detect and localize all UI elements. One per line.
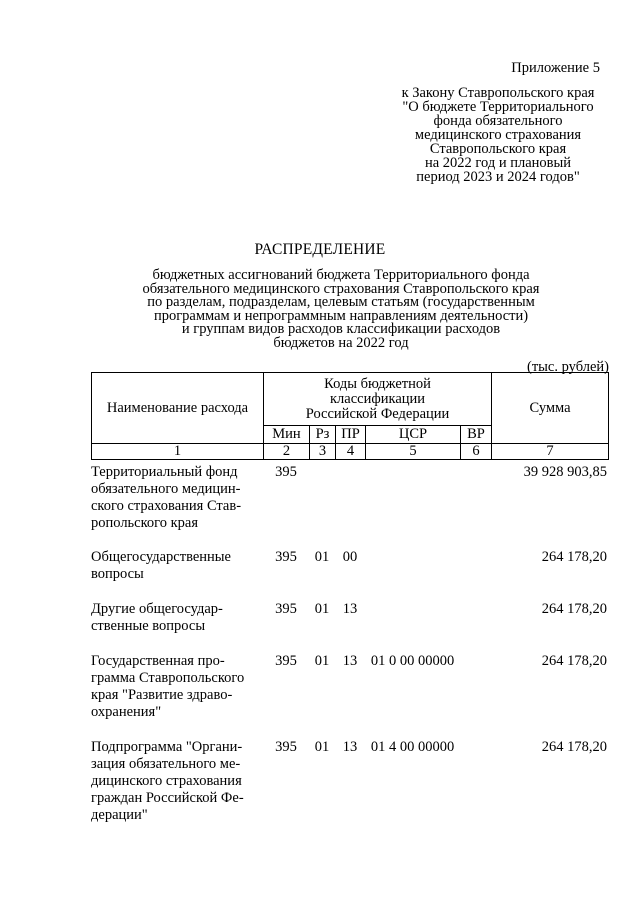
- header-code-vr: ВР: [461, 426, 492, 444]
- row-name-line: дерации": [91, 807, 148, 823]
- row-min: 395: [275, 549, 297, 565]
- codes-title-line: Российской Федерации: [305, 405, 450, 422]
- table-body: [91, 464, 608, 829]
- table-row: [91, 653, 608, 739]
- row-name-line: дицинского страхования: [91, 773, 242, 789]
- appendix-title: Приложение 5: [511, 60, 600, 76]
- column-number: 1: [92, 444, 264, 460]
- subtitle-line: программам и непрограммным направлениям деятельности): [153, 307, 529, 324]
- row-rz: 01: [314, 739, 330, 755]
- appendix-block: [392, 61, 604, 184]
- subtitle-line: бюджетов на 2022 год: [273, 334, 409, 351]
- column-number: 4: [336, 444, 366, 460]
- row-rz: 01: [314, 601, 330, 617]
- appendix-line: период 2023 и 2024 годов": [416, 169, 580, 185]
- appendix-line: медицинского страхования: [414, 127, 582, 143]
- appendix-line: фонда обязательного: [433, 113, 563, 129]
- column-number: 2: [264, 444, 310, 460]
- subtitle-line: бюджетных ассигнований бюджета Территориального фонда: [152, 267, 530, 283]
- row-sum: 264 178,20: [541, 549, 607, 565]
- row-name-line: граждан Российской Фе-: [91, 790, 244, 806]
- row-sum: 264 178,20: [541, 601, 607, 617]
- appendix-line: "О бюджете Территориального: [402, 99, 594, 115]
- column-number: 5: [366, 444, 461, 460]
- document-heading: РАСПРЕДЕЛЕНИЕ: [254, 241, 386, 258]
- row-name: [91, 601, 263, 653]
- header-code-csr: ЦСР: [366, 426, 461, 444]
- row-csr: 01 4 00 00000: [370, 739, 455, 755]
- subtitle-line: по разделам, подразделам, целевым статьям (государственным: [147, 294, 535, 311]
- header-sum-column: Сумма: [492, 373, 609, 444]
- row-name: [91, 739, 263, 829]
- column-number: 7: [492, 444, 609, 460]
- row-name-line: ропольского края: [91, 515, 199, 531]
- row-rz: 01: [314, 549, 330, 565]
- table-row: [91, 464, 608, 549]
- row-csr: [365, 549, 460, 601]
- header-name-column: Наименование расхода: [92, 373, 264, 444]
- units-label: (тыс. рублей): [527, 359, 609, 375]
- header-code-min: Мин: [264, 426, 310, 444]
- row-min: 395: [275, 739, 297, 755]
- row-sum: 39 928 903,85: [523, 464, 607, 480]
- row-name-line: ского страхования Став-: [91, 498, 242, 514]
- row-name-line: Другие общегосудар-: [91, 601, 223, 617]
- row-sum: 264 178,20: [541, 739, 607, 755]
- row-vr: [460, 549, 491, 601]
- row-min: 395: [275, 464, 297, 480]
- row-vr: [460, 739, 491, 829]
- subtitle-line: обязательного медицинского страхования Ставропольского края: [142, 280, 540, 297]
- codes-title-line: классификации: [330, 390, 426, 407]
- row-csr: [365, 464, 460, 549]
- row-vr: [460, 653, 491, 739]
- row-rz: [309, 464, 335, 549]
- appendix-line: Ставропольского края: [429, 141, 567, 157]
- row-sum: 264 178,20: [541, 653, 607, 669]
- appendix-line: на 2022 год и плановый: [424, 155, 572, 171]
- row-pr: 00: [342, 549, 358, 565]
- row-name-line: края "Развитие здраво-: [91, 687, 233, 703]
- header-code-rz: Рз: [310, 426, 336, 444]
- subtitle-line: и группам видов расходов классификации расходов: [181, 321, 501, 338]
- row-min: 395: [275, 653, 297, 669]
- row-pr: 13: [342, 653, 358, 669]
- row-name-line: Подпрограмма "Органи-: [91, 739, 243, 755]
- row-name-line: обязательного медицин-: [91, 481, 241, 497]
- row-csr: 01 0 00 00000: [370, 653, 455, 669]
- column-number: 3: [310, 444, 336, 460]
- table-row: [91, 549, 608, 601]
- column-number: 6: [461, 444, 492, 460]
- row-name-line: зация обязательного ме-: [91, 756, 241, 772]
- table-header: [91, 372, 609, 460]
- row-name-line: Общегосударственные: [91, 549, 231, 565]
- row-vr: [460, 464, 491, 549]
- header-code-pr: ПР: [336, 426, 366, 444]
- row-min: 395: [275, 601, 297, 617]
- row-pr: [335, 464, 365, 549]
- table-row: [91, 601, 608, 653]
- row-name-line: Территориальный фонд: [91, 464, 238, 480]
- row-rz: 01: [314, 653, 330, 669]
- row-name: [91, 464, 263, 549]
- row-name-line: грамма Ставропольского: [91, 670, 245, 686]
- row-name: [91, 549, 263, 601]
- row-name-line: охранения": [91, 704, 162, 720]
- header-codes-title: [264, 373, 492, 426]
- table-row: [91, 739, 608, 829]
- row-csr: [365, 601, 460, 653]
- row-pr: 13: [342, 601, 358, 617]
- row-pr: 13: [342, 739, 358, 755]
- row-name: [91, 653, 263, 739]
- appendix-line: к Закону Ставропольского края: [401, 85, 595, 101]
- row-name-line: Государственная про-: [91, 653, 225, 669]
- row-name-line: вопросы: [91, 566, 144, 582]
- row-name-line: ственные вопросы: [91, 618, 206, 634]
- codes-title-line: Коды бюджетной: [324, 375, 431, 392]
- row-vr: [460, 601, 491, 653]
- document-subtitle: [120, 269, 562, 351]
